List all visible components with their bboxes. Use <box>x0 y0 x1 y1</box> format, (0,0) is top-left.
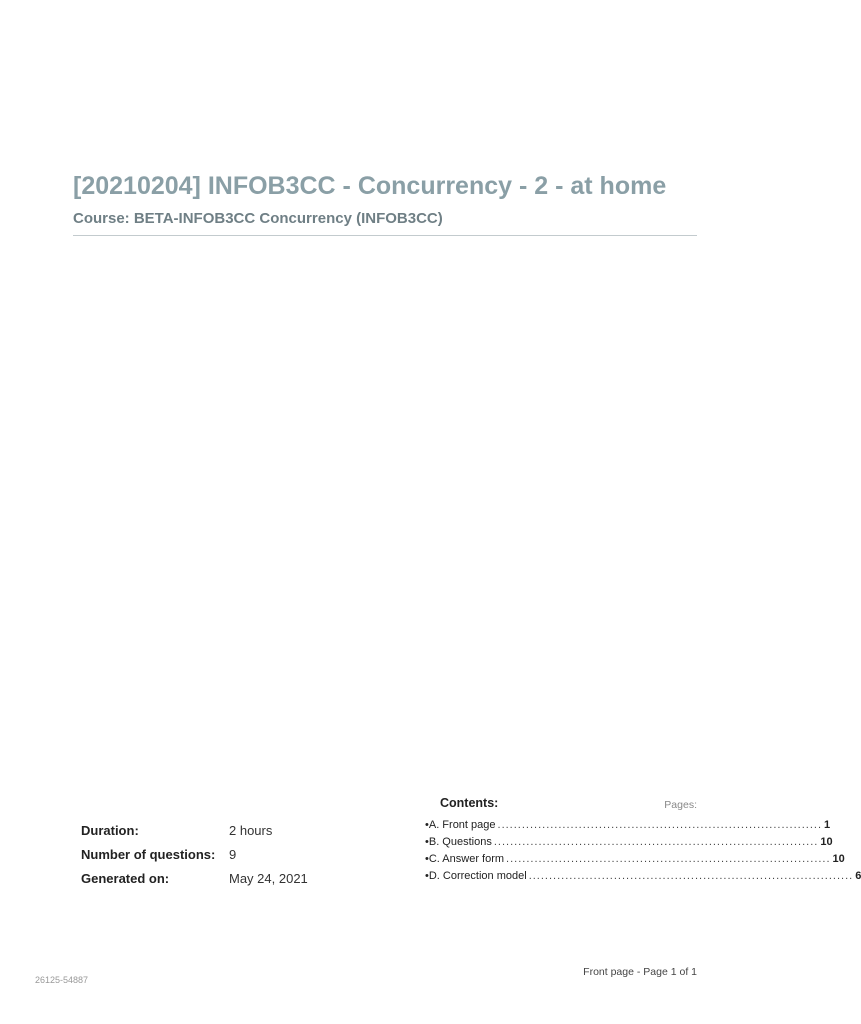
toc-leader-dots: ................................................................................ <box>497 819 823 831</box>
document-id: 26125-54887 <box>35 975 89 985</box>
meta-row-duration <box>81 818 308 842</box>
toc-item[interactable] <box>425 836 833 853</box>
document-title: [20210204] INFOB3CC - Concurrency - 2 - at home <box>73 172 667 200</box>
toc-item[interactable] <box>425 853 845 870</box>
toc-item-label: D. Correction model <box>428 870 527 882</box>
toc-item-page: 1 <box>824 819 831 831</box>
course-subtitle: Course: BETA-INFOB3CC Concurrency (INFOB3CC) <box>73 210 443 227</box>
toc-leader-dots: ................................................................................ <box>493 836 819 848</box>
toc-item-page: 6 <box>855 870 861 882</box>
toc-item-label: A. Front page <box>428 819 496 831</box>
exam-meta <box>81 818 308 890</box>
bullet-icon: • <box>425 870 429 882</box>
page-footer: Front page - Page 1 of 1 <box>583 966 697 978</box>
toc-item-label: B. Questions <box>428 836 492 848</box>
generated-label: Generated on: <box>81 870 170 886</box>
bullet-icon: • <box>425 853 429 865</box>
duration-value: 2 hours <box>229 822 273 838</box>
bullet-icon: • <box>425 819 429 831</box>
toc-leader-dots: ................................................................................ <box>506 853 831 865</box>
toc-item-page: 10 <box>832 853 845 865</box>
bullet-icon: • <box>425 836 429 848</box>
table-of-contents <box>425 819 861 887</box>
contents-title: Contents: <box>440 796 499 810</box>
meta-row-generated <box>81 866 308 890</box>
generated-value: May 24, 2021 <box>229 870 308 886</box>
toc-leader-dots: ................................................................................ <box>528 870 854 882</box>
header-divider <box>73 235 697 236</box>
toc-item-page: 10 <box>820 836 833 848</box>
questions-value: 9 <box>229 846 237 862</box>
toc-item[interactable] <box>425 819 831 836</box>
meta-row-questions <box>81 842 308 866</box>
duration-label: Duration: <box>81 822 139 838</box>
pages-label: Pages: <box>664 799 697 811</box>
toc-item[interactable] <box>425 870 861 887</box>
toc-item-label: C. Answer form <box>428 853 505 865</box>
questions-label: Number of questions: <box>81 846 216 862</box>
